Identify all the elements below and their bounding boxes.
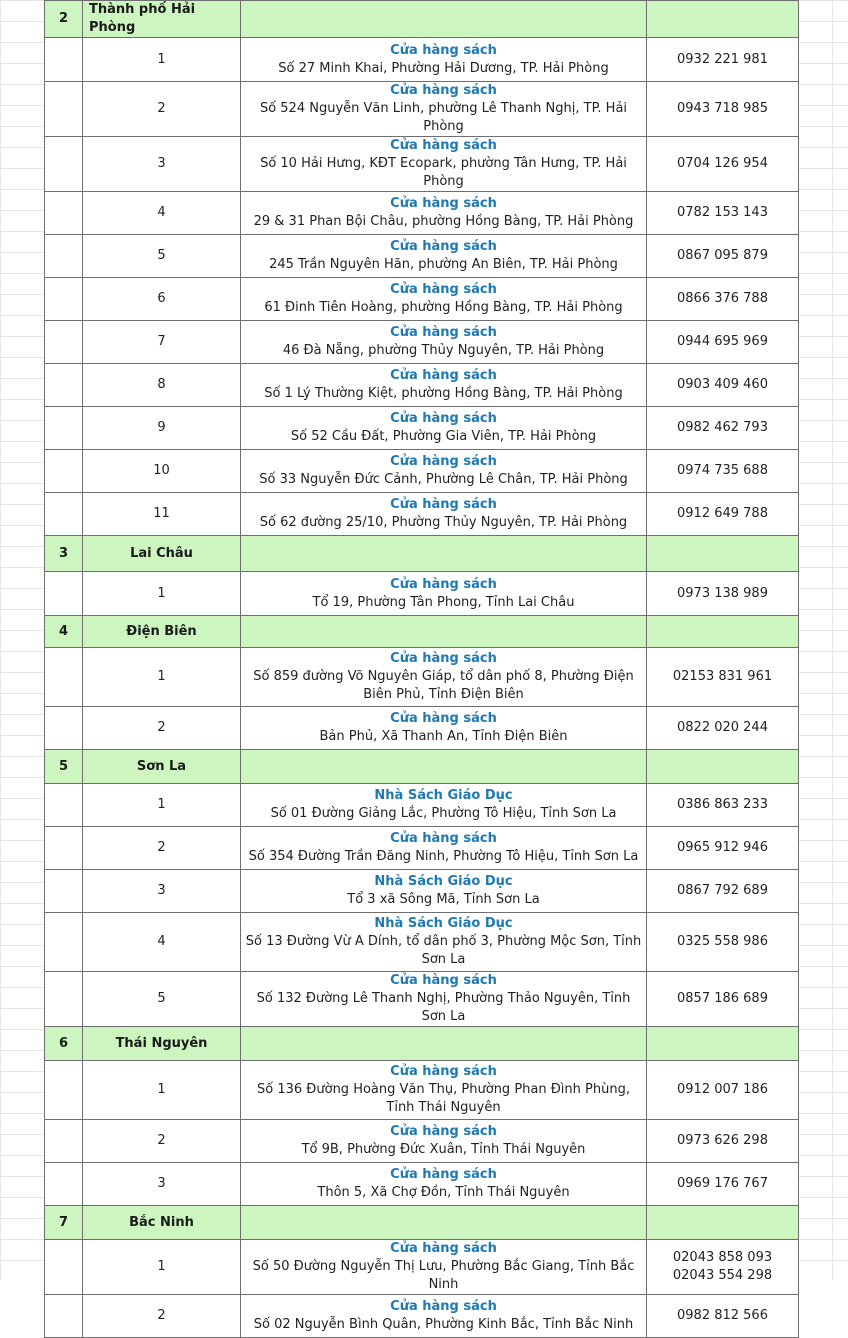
store-row [45, 450, 799, 493]
store-empty-cell [45, 1120, 83, 1163]
store-name: Nhà Sách Giáo Dục [374, 916, 513, 931]
store-phone: 0867 095 879 [677, 248, 768, 263]
store-info-cell [241, 648, 647, 707]
store-info-cell [241, 1120, 647, 1163]
store-phone-cell [647, 827, 799, 870]
store-name: Cửa hàng sách [390, 497, 497, 512]
region-empty-cell [241, 536, 647, 572]
store-name: Cửa hàng sách [390, 973, 497, 988]
store-name: Cửa hàng sách [390, 196, 497, 211]
store-name: Cửa hàng sách [390, 711, 497, 726]
store-index: 2 [83, 1295, 241, 1338]
store-info-cell [241, 235, 647, 278]
region-name: Sơn La [83, 750, 241, 784]
store-phone: 0903 409 460 [677, 377, 768, 392]
store-name: Nhà Sách Giáo Dục [374, 788, 513, 803]
store-row [45, 1120, 799, 1163]
store-empty-cell [45, 407, 83, 450]
store-info-cell [241, 707, 647, 750]
store-phone: 0704 126 954 [677, 156, 768, 171]
store-info-cell [241, 1240, 647, 1295]
region-number: 4 [45, 616, 83, 648]
store-phone-cell [647, 192, 799, 235]
store-phone-cell [647, 137, 799, 192]
store-info-cell [241, 572, 647, 616]
store-address: Số 13 Đường Vừ A Dính, tổ dân phố 3, Phường Mộc Sơn, Tỉnh Sơn La [245, 934, 642, 967]
store-phone: 0973 626 298 [677, 1133, 768, 1148]
store-empty-cell [45, 648, 83, 707]
store-index: 8 [83, 364, 241, 407]
store-name: Cửa hàng sách [390, 411, 497, 426]
store-row [45, 321, 799, 364]
store-info-cell [241, 784, 647, 827]
store-phone: 0782 153 143 [677, 205, 768, 220]
store-name: Cửa hàng sách [390, 138, 497, 153]
store-phone-cell [647, 1240, 799, 1295]
region-empty-cell [647, 1027, 799, 1061]
region-empty-cell [241, 616, 647, 648]
store-index: 1 [83, 572, 241, 616]
store-phone-cell [647, 913, 799, 972]
store-index: 1 [83, 38, 241, 82]
store-address: Số 01 Đường Giảng Lắc, Phường Tô Hiệu, Tỉnh Sơn La [270, 806, 617, 821]
store-phone-cell [647, 1061, 799, 1120]
region-empty-cell [647, 536, 799, 572]
store-phone-cell [647, 321, 799, 364]
store-address: Số 52 Cầu Đất, Phường Gia Viên, TP. Hải Phòng [290, 429, 597, 444]
store-phone: 0969 176 767 [677, 1176, 768, 1191]
store-info-cell [241, 82, 647, 137]
store-row [45, 870, 799, 913]
store-empty-cell [45, 972, 83, 1027]
store-address: Số 33 Nguyễn Đức Cảnh, Phường Lê Chân, TP. Hải Phòng [259, 472, 628, 487]
store-row [45, 493, 799, 536]
store-phone-cell [647, 364, 799, 407]
store-address: Số 62 đường 25/10, Phường Thủy Nguyên, TP. Hải Phòng [259, 515, 628, 530]
store-phone-cell [647, 784, 799, 827]
store-info-cell [241, 364, 647, 407]
region-name: Thành phố Hải Phòng [83, 1, 241, 38]
store-name: Cửa hàng sách [390, 282, 497, 297]
store-index: 6 [83, 278, 241, 321]
store-phone-cell [647, 450, 799, 493]
region-number: 6 [45, 1027, 83, 1061]
store-address: 46 Đà Nẵng, phường Thủy Nguyên, TP. Hải Phòng [282, 343, 605, 358]
region-empty-cell [647, 1, 799, 38]
store-name: Cửa hàng sách [390, 368, 497, 383]
store-row [45, 913, 799, 972]
store-index: 1 [83, 784, 241, 827]
store-phone: 0912 649 788 [677, 506, 768, 521]
store-index: 3 [83, 137, 241, 192]
store-index: 5 [83, 235, 241, 278]
store-address: Số 136 Đường Hoàng Văn Thụ, Phường Phan Đình Phùng, Tỉnh Thái Nguyên [257, 1082, 630, 1115]
store-empty-cell [45, 235, 83, 278]
store-empty-cell [45, 38, 83, 82]
store-index: 2 [83, 82, 241, 137]
store-row [45, 278, 799, 321]
store-index: 2 [83, 707, 241, 750]
store-phone: 0974 735 688 [677, 463, 768, 478]
store-empty-cell [45, 1295, 83, 1338]
store-phone: 02043 858 093 [672, 1250, 773, 1265]
store-name: Cửa hàng sách [390, 1064, 497, 1079]
store-address: Số 10 Hải Hưng, KĐT Ecopark, phường Tân Hưng, TP. Hải Phòng [260, 156, 627, 189]
store-name: Cửa hàng sách [390, 1241, 497, 1256]
store-phone-cell [647, 38, 799, 82]
store-address: Số 02 Nguyễn Bình Quân, Phường Kinh Bắc, Tỉnh Bắc Ninh [253, 1317, 634, 1332]
store-index: 2 [83, 1120, 241, 1163]
store-empty-cell [45, 913, 83, 972]
region-empty-cell [241, 1206, 647, 1240]
region-number: 3 [45, 536, 83, 572]
store-phone: 0325 558 986 [677, 934, 768, 949]
store-phone: 0982 812 566 [677, 1308, 768, 1323]
region-row [45, 1, 799, 38]
store-phone-cell [647, 278, 799, 321]
store-empty-cell [45, 1163, 83, 1206]
store-empty-cell [45, 321, 83, 364]
store-phone-cell [647, 407, 799, 450]
store-name: Cửa hàng sách [390, 1124, 497, 1139]
store-empty-cell [45, 137, 83, 192]
store-info-cell [241, 137, 647, 192]
store-index: 11 [83, 493, 241, 536]
store-index: 1 [83, 648, 241, 707]
store-index: 3 [83, 870, 241, 913]
store-name: Nhà Sách Giáo Dục [374, 874, 513, 889]
store-address: Bản Phủ, Xã Thanh An, Tỉnh Điện Biên [319, 729, 568, 744]
store-phone-cell [647, 972, 799, 1027]
store-row [45, 648, 799, 707]
store-index: 1 [83, 1061, 241, 1120]
region-empty-cell [647, 750, 799, 784]
store-empty-cell [45, 82, 83, 137]
store-row [45, 235, 799, 278]
store-phone: 0944 695 969 [677, 334, 768, 349]
store-phone-cell [647, 572, 799, 616]
store-info-cell [241, 870, 647, 913]
store-info-cell [241, 38, 647, 82]
store-empty-cell [45, 707, 83, 750]
region-number: 2 [45, 1, 83, 38]
store-index: 7 [83, 321, 241, 364]
store-row [45, 1295, 799, 1338]
store-address: Tổ 3 xã Sông Mã, Tỉnh Sơn La [347, 892, 540, 907]
store-row [45, 1240, 799, 1295]
store-row [45, 137, 799, 192]
store-name: Cửa hàng sách [390, 83, 497, 98]
store-list-body [45, 1, 799, 1338]
region-number: 5 [45, 750, 83, 784]
store-phone: 0982 462 793 [677, 420, 768, 435]
store-list-table [44, 0, 799, 1338]
store-empty-cell [45, 450, 83, 493]
store-phone-cell [647, 82, 799, 137]
store-empty-cell [45, 572, 83, 616]
store-phone: 0857 186 689 [677, 991, 768, 1006]
store-name: Cửa hàng sách [390, 651, 497, 666]
region-name: Bắc Ninh [83, 1206, 241, 1240]
region-name: Lai Châu [83, 536, 241, 572]
store-name: Cửa hàng sách [390, 454, 497, 469]
region-row [45, 536, 799, 572]
store-info-cell [241, 493, 647, 536]
region-row [45, 616, 799, 648]
store-name: Cửa hàng sách [390, 42, 497, 58]
store-index: 4 [83, 192, 241, 235]
store-phone: 02153 831 961 [672, 669, 773, 684]
store-empty-cell [45, 1240, 83, 1295]
store-info-cell [241, 1061, 647, 1120]
store-index: 4 [83, 913, 241, 972]
region-empty-cell [241, 1027, 647, 1061]
store-name: Cửa hàng sách [390, 831, 497, 846]
store-address: Số 524 Nguyễn Văn Linh, phường Lê Thanh Nghị, TP. Hải Phòng [259, 101, 628, 134]
store-address: Số 50 Đường Nguyễn Thị Lưu, Phường Bắc Giang, Tỉnh Bắc Ninh [252, 1259, 635, 1292]
region-row [45, 750, 799, 784]
region-empty-cell [241, 750, 647, 784]
store-phone: 0965 912 946 [677, 840, 768, 855]
store-address: Tổ 19, Phường Tân Phong, Tỉnh Lai Châu [312, 594, 575, 610]
store-index: 9 [83, 407, 241, 450]
store-phone-cell [647, 648, 799, 707]
store-row [45, 82, 799, 137]
store-phone-cell [647, 493, 799, 536]
store-address: 61 Đinh Tiên Hoàng, phường Hồng Bàng, TP. Hải Phòng [264, 300, 623, 315]
store-phone-cell [647, 1120, 799, 1163]
store-phone: 0943 718 985 [677, 101, 768, 116]
store-phone: 0866 376 788 [677, 291, 768, 306]
store-row [45, 972, 799, 1027]
region-number: 7 [45, 1206, 83, 1240]
store-address: Số 859 đường Võ Nguyên Giáp, tổ dân phố 8, Phường Điện Biên Phủ, Tỉnh Điện Biên [253, 669, 634, 702]
store-info-cell [241, 972, 647, 1027]
store-info-cell [241, 192, 647, 235]
store-phone: 0386 863 233 [677, 797, 768, 812]
store-row [45, 784, 799, 827]
region-empty-cell [647, 1206, 799, 1240]
store-address: Số 27 Minh Khai, Phường Hải Dương, TP. Hải Phòng [278, 60, 609, 76]
store-empty-cell [45, 870, 83, 913]
store-phone: 0932 221 981 [677, 51, 768, 67]
store-empty-cell [45, 1061, 83, 1120]
store-info-cell [241, 450, 647, 493]
store-index: 1 [83, 1240, 241, 1295]
region-row [45, 1206, 799, 1240]
store-empty-cell [45, 493, 83, 536]
store-name: Cửa hàng sách [390, 239, 497, 254]
store-info-cell [241, 1163, 647, 1206]
store-row [45, 1061, 799, 1120]
store-info-cell [241, 278, 647, 321]
store-phone-cell [647, 235, 799, 278]
store-index: 3 [83, 1163, 241, 1206]
store-index: 5 [83, 972, 241, 1027]
store-phone: 02043 554 298 [672, 1268, 773, 1283]
store-row [45, 827, 799, 870]
store-row [45, 38, 799, 82]
store-phone-cell [647, 870, 799, 913]
store-empty-cell [45, 784, 83, 827]
store-phone: 0973 138 989 [677, 585, 768, 601]
store-info-cell [241, 407, 647, 450]
store-info-cell [241, 827, 647, 870]
store-phone: 0867 792 689 [677, 883, 768, 898]
store-address: Tổ 9B, Phường Đức Xuân, Tỉnh Thái Nguyên [301, 1142, 586, 1157]
region-name: Thái Nguyên [83, 1027, 241, 1061]
region-row [45, 1027, 799, 1061]
store-phone-cell [647, 1295, 799, 1338]
store-name: Cửa hàng sách [390, 325, 497, 340]
store-row [45, 1163, 799, 1206]
store-empty-cell [45, 278, 83, 321]
store-empty-cell [45, 192, 83, 235]
store-name: Cửa hàng sách [390, 1167, 497, 1182]
store-empty-cell [45, 364, 83, 407]
region-empty-cell [241, 1, 647, 38]
store-info-cell [241, 913, 647, 972]
store-row [45, 364, 799, 407]
store-address: Thôn 5, Xã Chợ Đồn, Tỉnh Thái Nguyên [317, 1185, 570, 1200]
store-address: Số 354 Đường Trần Đăng Ninh, Phường Tô Hiệu, Tỉnh Sơn La [248, 849, 639, 864]
store-index: 2 [83, 827, 241, 870]
store-info-cell [241, 1295, 647, 1338]
store-phone: 0912 007 186 [677, 1082, 768, 1097]
store-name: Cửa hàng sách [390, 1299, 497, 1314]
store-name: Cửa hàng sách [390, 576, 497, 592]
store-address: Số 132 Đường Lê Thanh Nghị, Phường Thảo Nguyên, Tỉnh Sơn La [256, 991, 631, 1024]
store-address: Số 1 Lý Thường Kiệt, phường Hồng Bàng, TP. Hải Phòng [264, 386, 623, 401]
region-empty-cell [647, 616, 799, 648]
store-address: 245 Trần Nguyên Hãn, phường An Biên, TP. Hải Phòng [269, 257, 618, 272]
store-empty-cell [45, 827, 83, 870]
store-address: 29 & 31 Phan Bội Châu, phường Hồng Bàng, TP. Hải Phòng [253, 214, 634, 229]
store-phone-cell [647, 707, 799, 750]
store-index: 10 [83, 450, 241, 493]
store-row [45, 407, 799, 450]
store-info-cell [241, 321, 647, 364]
store-row [45, 572, 799, 616]
store-row [45, 192, 799, 235]
region-name: Điện Biên [83, 616, 241, 648]
store-row [45, 707, 799, 750]
store-phone: 0822 020 244 [677, 720, 768, 735]
store-phone-cell [647, 1163, 799, 1206]
